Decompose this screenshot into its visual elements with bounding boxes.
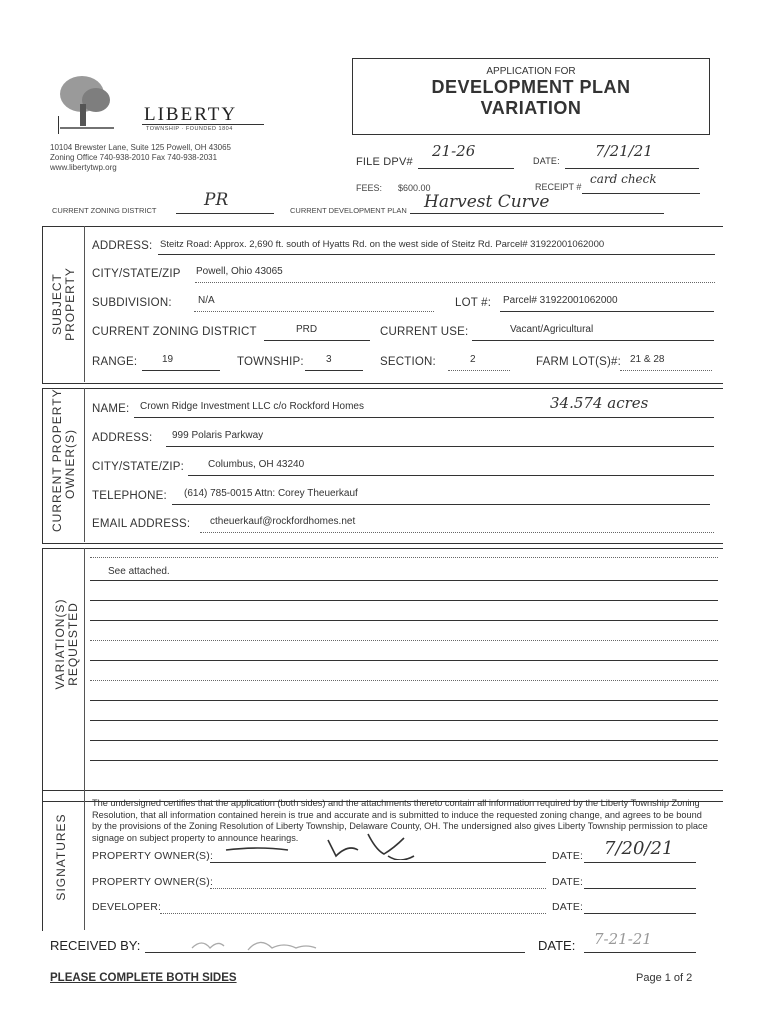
acres-value[interactable]: 34.574 acres bbox=[550, 394, 649, 412]
subject-address-label: ADDRESS: bbox=[92, 240, 153, 252]
section-label: SECTION: bbox=[380, 356, 436, 368]
current-devplan-label: CURRENT DEVELOPMENT PLAN bbox=[290, 206, 407, 215]
owner-city-label: CITY/STATE/ZIP: bbox=[92, 461, 185, 473]
township-value[interactable]: 3 bbox=[326, 354, 332, 365]
variations-section bbox=[42, 548, 723, 802]
certification-text: The undersigned certifies that the application (both sides) and the attachments thereto contain all information required by the Liberty Township Zoning Resolution, that all information contained herein is true and accurate and is submitted to induce the requested zoning change, and agrees to be bound by the provisions of the Zoning Resolution of Liberty Township, Delaware County, OH. The undersigned also gives Liberty Township permission to place signage on subject property to announce hearings. bbox=[92, 798, 708, 843]
received-date-label: DATE: bbox=[538, 938, 576, 953]
farm-lot-value[interactable]: 21 & 28 bbox=[630, 354, 665, 365]
lot-value[interactable]: Parcel# 31922001062000 bbox=[503, 295, 618, 306]
owner1-signature-label: PROPERTY OWNER(S): bbox=[92, 850, 214, 862]
developer-signature-label: DEVELOPER: bbox=[92, 901, 162, 913]
farm-lot-label: FARM LOT(S)#: bbox=[536, 356, 622, 368]
owner-side-label: CURRENT PROPERTY OWNER(S) bbox=[50, 388, 77, 532]
file-dpv-value[interactable]: 21-26 bbox=[432, 142, 476, 160]
receipt-label: RECEIPT # bbox=[535, 182, 582, 192]
owner-signature-icon bbox=[218, 820, 438, 860]
date-value[interactable]: 7/21/21 bbox=[595, 142, 653, 160]
section-value[interactable]: 2 bbox=[470, 354, 476, 365]
subject-address-value[interactable]: Steitz Road: Approx. 2,690 ft. south of Hyatts Rd. on the west side of Steitz Rd. Parcel# 31922001062000 bbox=[160, 239, 605, 250]
lot-label: LOT #: bbox=[455, 297, 492, 309]
current-use-value[interactable]: Vacant/Agricultural bbox=[510, 324, 594, 335]
range-label: RANGE: bbox=[92, 356, 138, 368]
subject-zoning-label: CURRENT ZONING DISTRICT bbox=[92, 326, 257, 338]
received-date-value[interactable]: 7-21-21 bbox=[594, 930, 652, 948]
signatures-side-label: SIGNATURES bbox=[54, 813, 68, 901]
file-dpv-label: FILE DPV# bbox=[356, 156, 413, 168]
owner1-date-value[interactable]: 7/20/21 bbox=[604, 838, 674, 859]
subject-property-side-label: SUBJECT PROPERTY bbox=[50, 267, 77, 341]
current-zoning-value[interactable]: PR bbox=[204, 190, 229, 210]
tree-logo-icon bbox=[56, 74, 116, 130]
complete-both-sides-note: PLEASE COMPLETE BOTH SIDES bbox=[50, 972, 237, 984]
owner-name-value[interactable]: Crown Ridge Investment LLC c/o Rockford Homes bbox=[140, 401, 364, 412]
received-by-label: RECEIVED BY: bbox=[50, 938, 141, 953]
owner-email-value[interactable]: ctheuerkauf@rockfordhomes.net bbox=[210, 516, 356, 527]
title-box bbox=[352, 58, 710, 135]
subdivision-value[interactable]: N/A bbox=[198, 295, 215, 306]
subject-city-label: CITY/STATE/ZIP bbox=[92, 268, 181, 280]
page-number: Page 1 of 2 bbox=[636, 972, 693, 984]
current-use-label: CURRENT USE: bbox=[380, 326, 469, 338]
logo bbox=[56, 74, 276, 134]
fees-value: $600.00 bbox=[398, 183, 431, 193]
owner1-date-label: DATE: bbox=[552, 850, 584, 862]
fees-label: FEES: bbox=[356, 183, 383, 193]
variations-side-label: VARIATION(S) REQUESTED bbox=[53, 598, 80, 690]
receipt-value[interactable]: card check bbox=[590, 172, 657, 186]
title-small: APPLICATION FOR bbox=[486, 66, 576, 77]
variations-text[interactable]: See attached. bbox=[108, 566, 170, 577]
developer-date-label: DATE: bbox=[552, 901, 584, 913]
owner-phone-label: TELEPHONE: bbox=[92, 490, 167, 502]
range-value[interactable]: 19 bbox=[162, 354, 174, 365]
owner2-signature-label: PROPERTY OWNER(S): bbox=[92, 876, 214, 888]
received-signature-icon bbox=[188, 930, 328, 956]
title-line-2: VARIATION bbox=[480, 98, 582, 118]
subject-zoning-value[interactable]: PRD bbox=[296, 324, 318, 335]
owner-address-value[interactable]: 999 Polaris Parkway bbox=[172, 430, 264, 441]
logo-subtitle: TOWNSHIP · FOUNDED 1804 bbox=[146, 126, 233, 132]
township-address: 10104 Brewster Lane, Suite 125 Powell, OH 43065 Zoning Office 740-938-2010 Fax 740-938-2031 www.libertytwp.org bbox=[50, 143, 232, 172]
owner-email-label: EMAIL ADDRESS: bbox=[92, 518, 191, 530]
owner-name-label: NAME: bbox=[92, 403, 130, 415]
date-label: DATE: bbox=[533, 156, 560, 166]
title-line-1: DEVELOPMENT PLAN bbox=[431, 77, 631, 97]
owner-city-value[interactable]: Columbus, OH 43240 bbox=[208, 459, 305, 470]
owner2-date-label: DATE: bbox=[552, 876, 584, 888]
current-zoning-label: CURRENT ZONING DISTRICT bbox=[52, 206, 157, 215]
subject-city-value[interactable]: Powell, Ohio 43065 bbox=[196, 266, 283, 277]
current-devplan-value[interactable]: Harvest Curve bbox=[424, 192, 550, 212]
logo-name: LIBERTY bbox=[144, 104, 238, 125]
owner-address-label: ADDRESS: bbox=[92, 432, 153, 444]
owner-phone-value[interactable]: (614) 785-0015 Attn: Corey Theuerkauf bbox=[184, 488, 358, 499]
township-label: TOWNSHIP: bbox=[237, 356, 304, 368]
subdivision-label: SUBDIVISION: bbox=[92, 297, 172, 309]
